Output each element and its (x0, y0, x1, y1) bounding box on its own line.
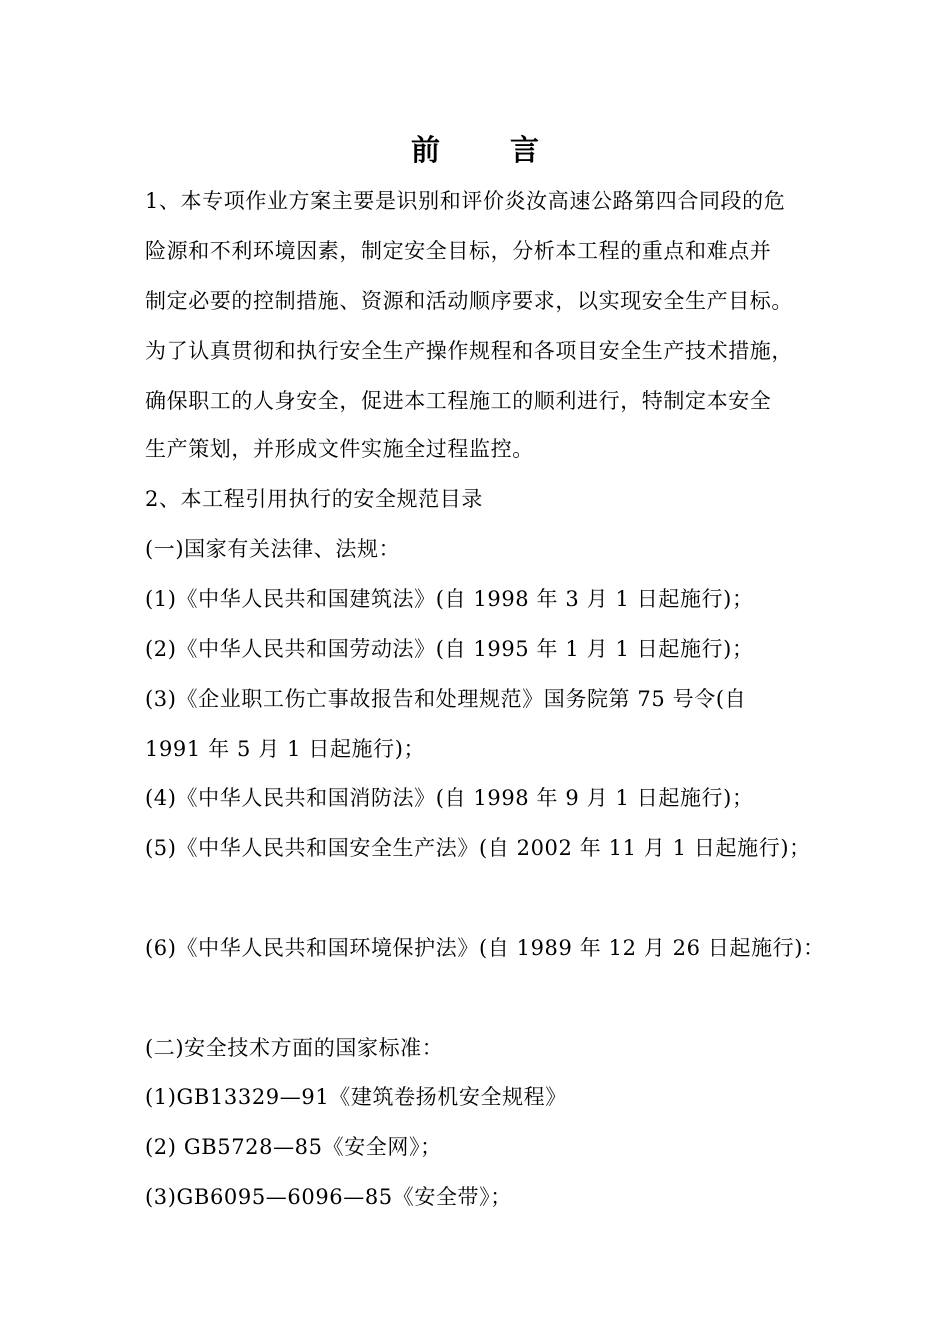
section-heading-2: 2、本工程引用执行的安全规范目录 (145, 487, 483, 511)
list-item-law-3: (3)《企业职工伤亡事故报告和处理规范》国务院第 75 号令(自 (145, 687, 747, 711)
list-item-law-3-continued: 1991 年 5 月 1 日起施行)； (145, 737, 426, 761)
paragraph-line-5: 确保职工的人身安全，促进本工程施工的顺利进行，特制定本安全 (145, 389, 772, 413)
list-item-law-5: (5)《中华人民共和国安全生产法》(自 2002 年 11 月 1 日起施行)； (145, 836, 811, 860)
paragraph-line-2: 险源和不利环境因素，制定安全目标，分析本工程的重点和难点并 (145, 239, 772, 263)
list-item-law-6: (6)《中华人民共和国环境保护法》(自 1989 年 12 月 26 日起施行)： (145, 936, 825, 960)
list-item-law-2: (2)《中华人民共和国劳动法》(自 1995 年 1 月 1 日起施行)； (145, 637, 754, 661)
list-item-law-1: (1)《中华人民共和国建筑法》(自 1998 年 3 月 1 日起施行)； (145, 587, 754, 611)
list-item-law-4: (4)《中华人民共和国消防法》(自 1998 年 9 月 1 日起施行)； (145, 786, 754, 810)
list-item-standard-2: (2) GB5728—85《安全网》； (145, 1135, 442, 1159)
paragraph-line-6: 生产策划，并形成文件实施全过程监控。 (145, 437, 534, 461)
page-title: 前 言 (410, 133, 570, 167)
list-item-standard-3: (3)GB6095—6096—85《安全带》； (145, 1185, 512, 1209)
paragraph-line-4: 为了认真贯彻和执行安全生产操作规程和各项目安全生产技术措施， (145, 339, 793, 363)
list-item-standard-1: (1)GB13329—91《建筑卷扬机安全规程》 (145, 1085, 567, 1109)
paragraph-line-3: 制定必要的控制措施、资源和活动顺序要求，以实现安全生产目标。 (145, 289, 793, 313)
paragraph-line-1: 1、本专项作业方案主要是识别和评价炎汝高速公路第四合同段的危 (145, 189, 786, 213)
subsection-heading-standards: (二)安全技术方面的国家标准： (145, 1036, 444, 1060)
subsection-heading-laws: (一)国家有关法律、法规： (145, 537, 401, 561)
